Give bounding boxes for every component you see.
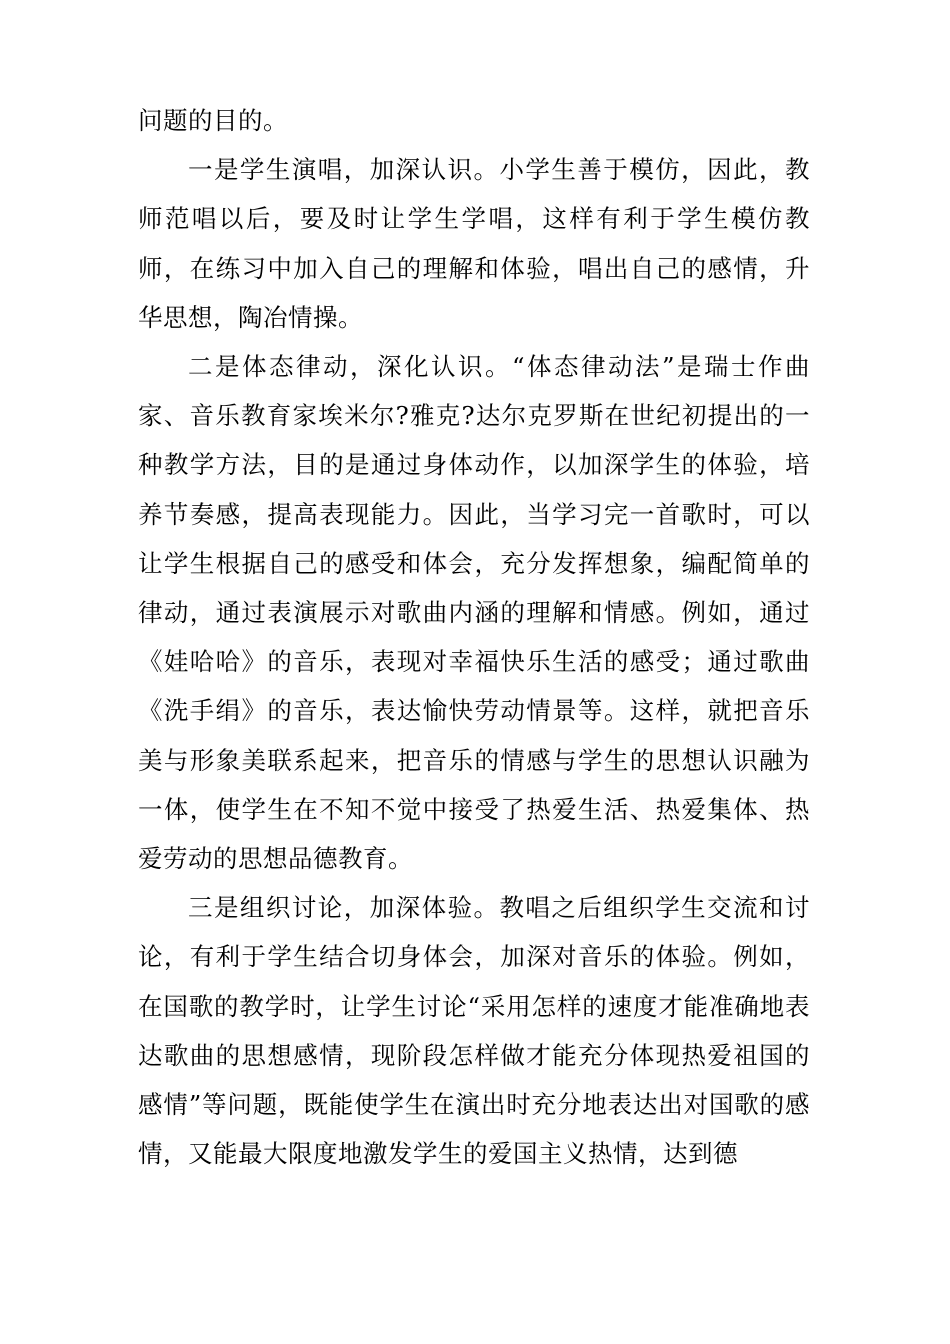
paragraph-student-singing: 一是学生演唱，加深认识。小学生善于模仿，因此，教师范唱以后，要及时让学生学唱，这样有利于学生模仿教师，在练习中加入自己的理解和体验，唱出自己的感情，升华思想，陶冶情操。	[138, 155, 810, 332]
paragraph-discussion: 三是组织讨论，加深体验。教唱之后组织学生交流和讨论，有利于学生结合切身体会，加深对音乐的体验。例如，在国歌的教学时，让学生讨论“采用怎样的速度才能准确地表达歌曲的思想感情，现阶段怎样做才能充分体现热爱祖国的感情”等问题，既能使学生在演出时充分地表达出对国歌的感情，又能最大限度地激发学生的爱国主义热情，达到德	[138, 893, 810, 1169]
body-text	[138, 96, 810, 1178]
paragraph-continuation: 问题的目的。	[138, 106, 288, 135]
paragraph-body-rhythm: 二是体态律动，深化认识。“体态律动法”是瑞士作曲家、音乐教育家埃米尔?雅克?达尔克罗斯在世纪初提出的一种教学方法，目的是通过身体动作，以加深学生的体验，培养节奏感，提高表现能力。因此，当学习完一首歌时，可以让学生根据自己的感受和体会，充分发挥想象，编配简单的律动，通过表演展示对歌曲内涵的理解和情感。例如，通过《娃哈哈》的音乐，表现对幸福快乐生活的感受；通过歌曲《洗手绢》的音乐，表达愉快劳动情景等。这样，就把音乐美与形象美联系起来，把音乐的情感与学生的思想认识融为一体，使学生在不知不觉中接受了热爱生活、热爱集体、热爱劳动的思想品德教育。	[138, 352, 810, 874]
